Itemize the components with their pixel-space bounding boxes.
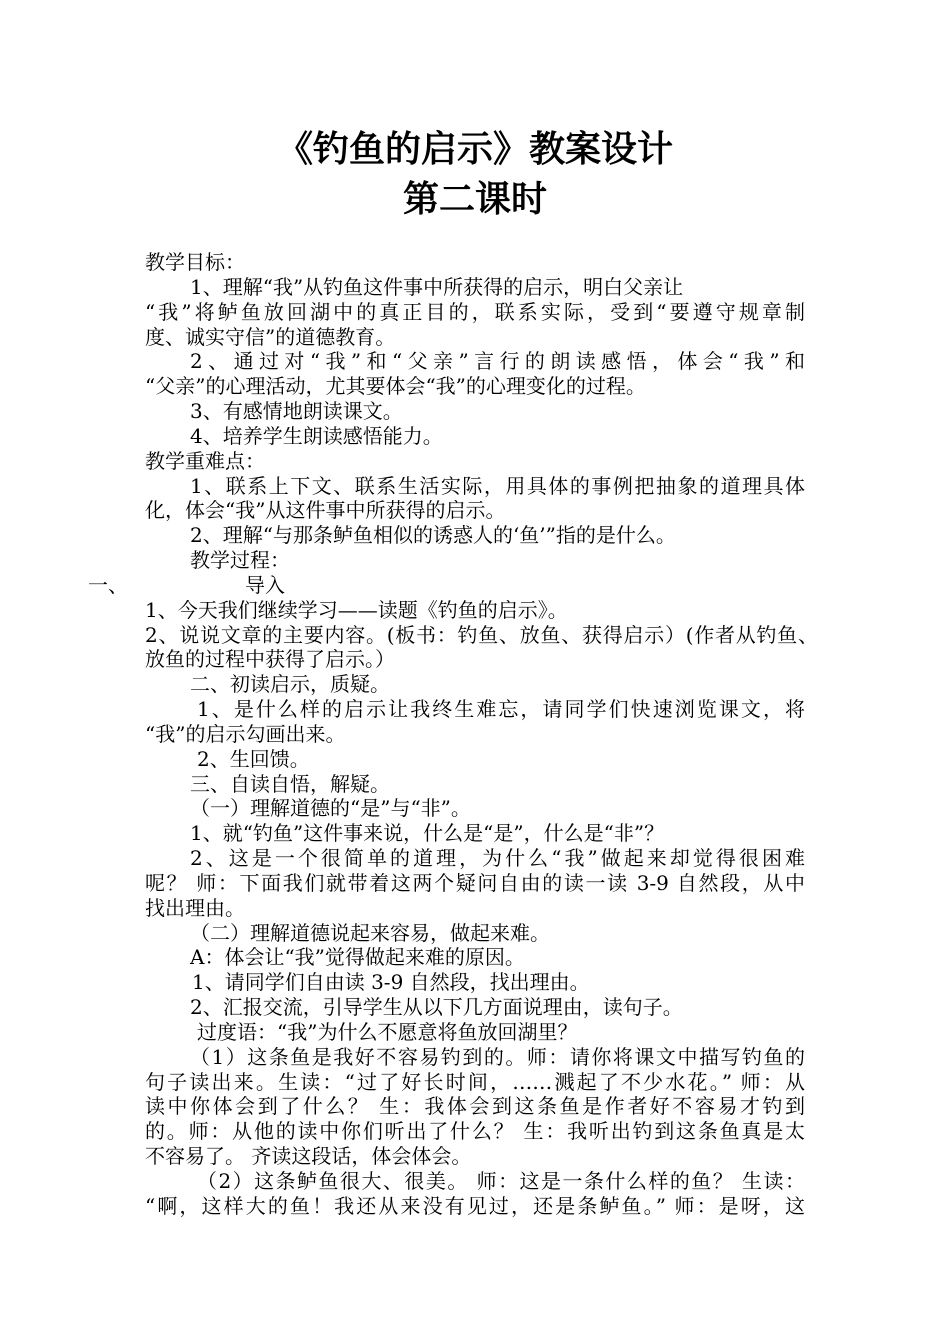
objective-line: “父亲”的心理活动，尤其要体会“我”的心理变化的过程。 [145,374,646,398]
key-point-line: 2、理解“与那条鲈鱼相似的诱惑人的‘鱼’”指的是什么。 [190,523,676,547]
process-line: 过度语：“我”为什么不愿意将鱼放回湖里？ [197,1020,578,1044]
step-heading: 二、初读启示，质疑。 [190,672,390,696]
process-line: 放鱼的过程中获得了启示。） [145,647,395,671]
objective-line: 3、有感情地朗读课文。 [190,399,403,423]
step-heading: 导入 [245,573,285,597]
process-line: 2、汇报交流，引导学生从以下几方面说理由，读句子。 [190,995,683,1019]
process-line: 读中你体会到了什么？ 生：我体会到这条鱼是作者好不容易才钓到 [145,1094,805,1118]
process-line: “啊，这样大的鱼！我还从来没有见过，还是条鲈鱼。” 师：是呀，这 [145,1194,805,1218]
process-line: 的。师：从他的读中你们听出了什么？ 生：我听出钓到这条鱼真是太 [145,1119,805,1143]
document-title: 《钓鱼的启示》教案设计 [276,129,673,170]
objective-line: 4、培养学生朗读感悟能力。 [190,424,443,448]
subsection-heading: （一）理解道德的“是”与“非”。 [190,796,471,820]
objective-line: 2、通过对“我”和“父亲”言行的朗读感悟，体会“我”和 [190,349,805,373]
process-line: 1、今天我们继续学习——读题《钓鱼的启示》。 [145,598,568,622]
process-line: （1）这条鱼是我好不容易钓到的。师：请你将课文中描写钓鱼的 [190,1045,805,1069]
section-heading: 教学过程： [190,548,290,572]
process-line: 1、请同学们自由读 3-9 自然段，找出理由。 [192,970,590,994]
section-heading: 教学重难点： [145,449,265,473]
key-point-line: 化，体会“我”从这件事中所获得的启示。 [145,498,506,522]
process-line: 2、说说文章的主要内容。(板书：钓鱼、放鱼、获得启示）(作者从钓鱼、 [145,623,818,647]
process-line: “我”的启示勾画出来。 [145,722,346,746]
process-line: 不容易了。 齐读这段话，体会体会。 [145,1144,472,1168]
process-line: （2）这条鲈鱼很大、很美。 师：这是一条什么样的鱼？ 生读： [197,1169,805,1193]
objective-line: “我”将鲈鱼放回湖中的真正目的，联系实际，受到“要遵守规章制 [145,300,805,324]
document-subtitle: 第二课时 [402,179,547,220]
objective-line: 1、理解“我”从钓鱼这件事中所获得的启示，明白父亲让 [190,275,684,299]
key-point-line: 1、联系上下文、联系生活实际，用具体的事例把抽象的道理具体 [190,474,805,498]
objective-line: 度、诚实守信”的道德教育。 [145,325,396,349]
process-line: 句子读出来。生读：“过了好长时间，……溅起了不少水花。” 师：从 [145,1070,805,1094]
section-heading: 教学目标： [145,250,245,274]
process-line: 2、生回馈。 [197,747,310,771]
process-line: 2、这是一个很简单的道理，为什么“我”做起来却觉得很困难 [190,846,805,870]
process-line: 1、是什么样的启示让我终生难忘，请同学们快速浏览课文，将 [197,697,805,721]
process-line: A：体会让“我”觉得做起来难的原因。 [190,945,525,969]
process-line: 1、就“钓鱼”这件事来说，什么是“是”，什么是“非”？ [190,821,665,845]
step-heading: 三、自读自悟，解疑。 [190,772,390,796]
list-number: 一、 [88,573,128,597]
subsection-heading: （二）理解道德说起来容易，做起来难。 [190,921,550,945]
process-line: 找出理由。 [145,896,245,920]
process-line: 呢？ 师：下面我们就带着这两个疑问自由的读一读 3-9 自然段，从中 [145,871,805,895]
